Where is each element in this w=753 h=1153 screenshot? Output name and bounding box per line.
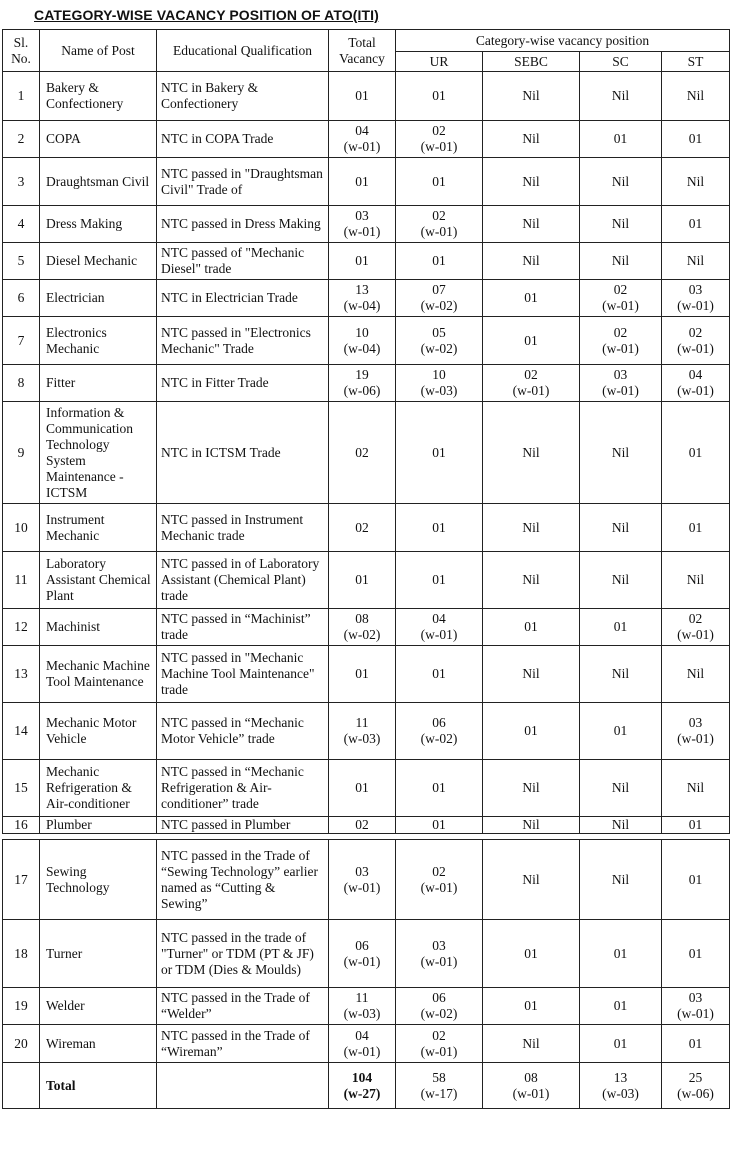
table-row: [3, 646, 730, 703]
cell-qualification: NTC passed in the trade of "Turner" or TDM (PT & JF) or TDM (Dies & Moulds): [157, 920, 329, 988]
cell-post-name: COPA: [40, 121, 157, 158]
cell-ur: 01: [396, 817, 483, 834]
cell-total-vacancy: 02: [329, 402, 396, 504]
cell-sc: 02 (w-01): [580, 317, 662, 365]
cell-ur: 01: [396, 72, 483, 121]
total-ur: 58 (w-17): [396, 1063, 483, 1109]
cell-st: 01: [662, 121, 730, 158]
cell-qualification: NTC in Fitter Trade: [157, 365, 329, 402]
cell-ur: 02 (w-01): [396, 1025, 483, 1063]
cell-post-name: Electrician: [40, 280, 157, 317]
cell-ur: 04 (w-01): [396, 609, 483, 646]
header-ur: UR: [396, 52, 483, 72]
cell-total-vacancy: 04 (w-01): [329, 1025, 396, 1063]
cell-post-name: Draughtsman Civil: [40, 158, 157, 206]
cell-sebc: 01: [483, 703, 580, 760]
total-st: 25 (w-06): [662, 1063, 730, 1109]
cell-qualification: NTC passed in “Mechanic Motor Vehicle” trade: [157, 703, 329, 760]
cell-total-vacancy: 04 (w-01): [329, 121, 396, 158]
table-row: [3, 552, 730, 609]
cell-ur: 01: [396, 646, 483, 703]
cell-st: 03 (w-01): [662, 703, 730, 760]
cell-qualification: NTC in Electrician Trade: [157, 280, 329, 317]
cell-sc: Nil: [580, 206, 662, 243]
cell-post-name: Wireman: [40, 1025, 157, 1063]
cell-sl-no: 11: [3, 552, 40, 609]
total-label: Total: [40, 1063, 157, 1109]
cell-ur: 02 (w-01): [396, 121, 483, 158]
cell-total-vacancy: 01: [329, 243, 396, 280]
cell-sc: 01: [580, 920, 662, 988]
cell-total-vacancy: 03 (w-01): [329, 840, 396, 920]
cell-post-name: Plumber: [40, 817, 157, 834]
table-row: [3, 1025, 730, 1063]
cell-sebc: Nil: [483, 817, 580, 834]
table-row: [3, 158, 730, 206]
header-st: ST: [662, 52, 730, 72]
cell-st: 01: [662, 920, 730, 988]
cell-sc: 03 (w-01): [580, 365, 662, 402]
cell-post-name: Mechanic Machine Tool Maintenance: [40, 646, 157, 703]
table-row: [3, 988, 730, 1025]
cell-total-vacancy: 11 (w-03): [329, 703, 396, 760]
header-educational-qualification: Educational Qualification: [157, 30, 329, 72]
cell-st: 01: [662, 402, 730, 504]
cell-st: 01: [662, 206, 730, 243]
cell-ur: 01: [396, 402, 483, 504]
cell-sc: Nil: [580, 646, 662, 703]
cell-sc: 01: [580, 988, 662, 1025]
cell-sebc: 01: [483, 317, 580, 365]
cell-total-vacancy: 08 (w-02): [329, 609, 396, 646]
cell-qualification: NTC passed in "Draughtsman Civil" Trade of: [157, 158, 329, 206]
cell-sl-no: 20: [3, 1025, 40, 1063]
cell-total-vacancy: 11 (w-03): [329, 988, 396, 1025]
cell-total-vacancy: 01: [329, 158, 396, 206]
cell-qualification: NTC passed of "Mechanic Diesel" trade: [157, 243, 329, 280]
cell-st: 03 (w-01): [662, 280, 730, 317]
cell-sc: Nil: [580, 243, 662, 280]
cell-total-vacancy: 19 (w-06): [329, 365, 396, 402]
cell-sl-no: 2: [3, 121, 40, 158]
table-row: [3, 121, 730, 158]
cell-total-vacancy: 10 (w-04): [329, 317, 396, 365]
cell-sl-no: 7: [3, 317, 40, 365]
cell-qualification: NTC passed in Dress Making: [157, 206, 329, 243]
cell-post-name: Mechanic Refrigeration & Air-conditioner: [40, 760, 157, 817]
page-title: CATEGORY-WISE VACANCY POSITION OF ATO(ITI): [34, 7, 379, 23]
cell-st: 01: [662, 817, 730, 834]
cell-total-vacancy: 02: [329, 504, 396, 552]
cell-sl-no: 13: [3, 646, 40, 703]
header-category-group: Category-wise vacancy position: [396, 30, 730, 52]
cell-qualification: NTC in Bakery & Confectionery: [157, 72, 329, 121]
header-total-vacancy: Total Vacancy: [329, 30, 396, 72]
cell-sc: 02 (w-01): [580, 280, 662, 317]
table-row: [3, 609, 730, 646]
cell-sc: Nil: [580, 72, 662, 121]
cell-sl-no: 19: [3, 988, 40, 1025]
cell-sc: Nil: [580, 817, 662, 834]
cell-sc: Nil: [580, 158, 662, 206]
total-sc: 13 (w-03): [580, 1063, 662, 1109]
cell-post-name: Dress Making: [40, 206, 157, 243]
cell-sebc: Nil: [483, 646, 580, 703]
cell-ur: 03 (w-01): [396, 920, 483, 988]
cell-ur: 05 (w-02): [396, 317, 483, 365]
cell-total-vacancy: 03 (w-01): [329, 206, 396, 243]
cell-sl-no: 15: [3, 760, 40, 817]
total-row: [3, 1063, 730, 1109]
cell-sl-no: 6: [3, 280, 40, 317]
cell-ur: 02 (w-01): [396, 206, 483, 243]
header-sl-no: Sl. No.: [3, 30, 40, 72]
cell-st: Nil: [662, 552, 730, 609]
cell-qualification-empty: [157, 1063, 329, 1109]
cell-sebc: 01: [483, 920, 580, 988]
cell-sebc: Nil: [483, 1025, 580, 1063]
cell-ur: 06 (w-02): [396, 703, 483, 760]
cell-st: Nil: [662, 760, 730, 817]
table-row: [3, 402, 730, 504]
vacancy-table: [2, 29, 730, 1109]
total-vacancy-sum: 104 (w-27): [329, 1063, 396, 1109]
cell-post-name: Electronics Mechanic: [40, 317, 157, 365]
cell-sc: Nil: [580, 840, 662, 920]
cell-sl-no: 16: [3, 817, 40, 834]
cell-total-vacancy: 06 (w-01): [329, 920, 396, 988]
cell-qualification: NTC passed in the Trade of “Wireman”: [157, 1025, 329, 1063]
cell-st: Nil: [662, 72, 730, 121]
cell-sc: Nil: [580, 402, 662, 504]
cell-qualification: NTC passed in of Laboratory Assistant (Chemical Plant) trade: [157, 552, 329, 609]
cell-sebc: Nil: [483, 158, 580, 206]
cell-sl-no: 1: [3, 72, 40, 121]
table-row: [3, 365, 730, 402]
header-name-of-post: Name of Post: [40, 30, 157, 72]
cell-sebc: 01: [483, 609, 580, 646]
cell-sc: 01: [580, 1025, 662, 1063]
cell-ur: 06 (w-02): [396, 988, 483, 1025]
cell-qualification: NTC passed in “Machinist” trade: [157, 609, 329, 646]
cell-ur: 01: [396, 552, 483, 609]
cell-ur: 01: [396, 158, 483, 206]
cell-sl-no: 8: [3, 365, 40, 402]
cell-ur: 10 (w-03): [396, 365, 483, 402]
cell-post-name: Bakery & Confectionery: [40, 72, 157, 121]
cell-qualification: NTC passed in Instrument Mechanic trade: [157, 504, 329, 552]
cell-post-name: Information & Communication Technology System Maintenance - ICTSM: [40, 402, 157, 504]
cell-sl-no: 18: [3, 920, 40, 988]
table-row: [3, 504, 730, 552]
cell-sc: Nil: [580, 552, 662, 609]
cell-st: Nil: [662, 646, 730, 703]
cell-total-vacancy: 02: [329, 817, 396, 834]
cell-st: Nil: [662, 158, 730, 206]
cell-sl-no: 17: [3, 840, 40, 920]
cell-qualification: NTC passed in Plumber: [157, 817, 329, 834]
cell-sebc: Nil: [483, 206, 580, 243]
cell-sl-no: 9: [3, 402, 40, 504]
cell-sc: 01: [580, 703, 662, 760]
cell-st: 01: [662, 1025, 730, 1063]
cell-qualification: NTC in ICTSM Trade: [157, 402, 329, 504]
table-row: [3, 760, 730, 817]
cell-sebc: Nil: [483, 402, 580, 504]
cell-st: 04 (w-01): [662, 365, 730, 402]
cell-post-name: Laboratory Assistant Chemical Plant: [40, 552, 157, 609]
cell-sebc: 02 (w-01): [483, 365, 580, 402]
cell-ur: 02 (w-01): [396, 840, 483, 920]
cell-sebc: 01: [483, 280, 580, 317]
table-row: [3, 840, 730, 920]
cell-total-vacancy: 01: [329, 552, 396, 609]
header-sc: SC: [580, 52, 662, 72]
cell-st: 01: [662, 504, 730, 552]
cell-sl-no: 5: [3, 243, 40, 280]
table-row: [3, 317, 730, 365]
cell-sebc: Nil: [483, 504, 580, 552]
cell-post-name: Diesel Mechanic: [40, 243, 157, 280]
cell-sc: 01: [580, 609, 662, 646]
table-row: [3, 920, 730, 988]
cell-sl-no: 10: [3, 504, 40, 552]
cell-sc: 01: [580, 121, 662, 158]
cell-ur: 07 (w-02): [396, 280, 483, 317]
cell-sc: Nil: [580, 760, 662, 817]
total-sebc: 08 (w-01): [483, 1063, 580, 1109]
cell-sl-no-empty: [3, 1063, 40, 1109]
cell-sl-no: 14: [3, 703, 40, 760]
cell-sebc: Nil: [483, 243, 580, 280]
cell-ur: 01: [396, 243, 483, 280]
cell-qualification: NTC passed in the Trade of “Sewing Technology” earlier named as “Cutting & Sewing”: [157, 840, 329, 920]
cell-qualification: NTC passed in "Electronics Mechanic" Trade: [157, 317, 329, 365]
cell-post-name: Instrument Mechanic: [40, 504, 157, 552]
cell-sebc: Nil: [483, 760, 580, 817]
cell-qualification: NTC passed in “Mechanic Refrigeration & Air-conditioner” trade: [157, 760, 329, 817]
cell-qualification: NTC in COPA Trade: [157, 121, 329, 158]
table-row: [3, 206, 730, 243]
cell-sebc: Nil: [483, 840, 580, 920]
cell-post-name: Fitter: [40, 365, 157, 402]
header-sebc: SEBC: [483, 52, 580, 72]
cell-ur: 01: [396, 504, 483, 552]
cell-sc: Nil: [580, 504, 662, 552]
table-row: [3, 703, 730, 760]
cell-total-vacancy: 01: [329, 760, 396, 817]
cell-sebc: 01: [483, 988, 580, 1025]
cell-st: 02 (w-01): [662, 317, 730, 365]
cell-post-name: Machinist: [40, 609, 157, 646]
cell-st: 01: [662, 840, 730, 920]
cell-total-vacancy: 01: [329, 72, 396, 121]
cell-sl-no: 12: [3, 609, 40, 646]
cell-total-vacancy: 01: [329, 646, 396, 703]
table-row: [3, 72, 730, 121]
cell-qualification: NTC passed in the Trade of “Welder”: [157, 988, 329, 1025]
table-row: [3, 817, 730, 834]
cell-qualification: NTC passed in "Mechanic Machine Tool Maintenance" trade: [157, 646, 329, 703]
cell-post-name: Welder: [40, 988, 157, 1025]
table-body: [3, 72, 730, 1109]
cell-sebc: Nil: [483, 121, 580, 158]
cell-st: Nil: [662, 243, 730, 280]
cell-post-name: Mechanic Motor Vehicle: [40, 703, 157, 760]
cell-post-name: Turner: [40, 920, 157, 988]
cell-ur: 01: [396, 760, 483, 817]
cell-st: 03 (w-01): [662, 988, 730, 1025]
cell-sl-no: 3: [3, 158, 40, 206]
table-row: [3, 243, 730, 280]
cell-st: 02 (w-01): [662, 609, 730, 646]
cell-sebc: Nil: [483, 552, 580, 609]
cell-sebc: Nil: [483, 72, 580, 121]
cell-sl-no: 4: [3, 206, 40, 243]
cell-post-name: Sewing Technology: [40, 840, 157, 920]
table-row: [3, 280, 730, 317]
cell-total-vacancy: 13 (w-04): [329, 280, 396, 317]
